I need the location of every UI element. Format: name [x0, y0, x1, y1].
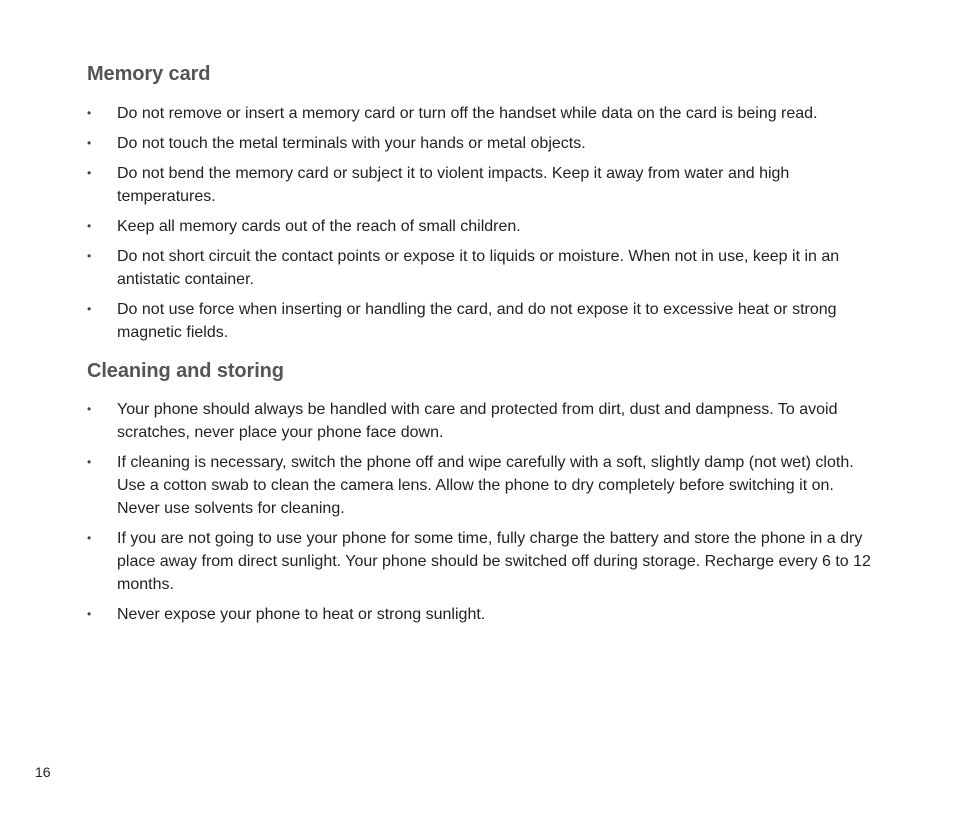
list-item-text: Keep all memory cards out of the reach of small children.: [117, 218, 521, 235]
list-item: [87, 215, 877, 238]
list-item-text: Never expose your phone to heat or strong sunlight.: [117, 606, 486, 623]
list-item: [87, 527, 877, 596]
bullet-icon: •: [87, 249, 92, 263]
list-item: [87, 298, 877, 344]
memory-card-list: [87, 102, 877, 351]
list-item: [87, 451, 877, 520]
list-item-text: Do not use force when inserting or handling the card, and do not expose it to excessive heat or strong magnetic fields.: [117, 301, 837, 341]
list-item-text: Do not short circuit the contact points or expose it to liquids or moisture. When not in use, keep it in an antistatic container.: [117, 248, 840, 288]
list-item-text: Do not bend the memory card or subject it to violent impacts. Keep it away from water and high temperatures.: [117, 165, 790, 205]
list-item-text: Do not remove or insert a memory card or turn off the handset while data on the card is being read.: [117, 105, 818, 122]
list-item: [87, 162, 877, 208]
bullet-icon: •: [87, 302, 92, 316]
bullet-icon: •: [87, 166, 92, 180]
bullet-icon: •: [87, 402, 92, 416]
list-item-text: If you are not going to use your phone for some time, fully charge the battery and store the phone in a dry place away from direct sunlight. Your phone should be switched off during storage. Recharge every 6 to 12 months.: [117, 530, 871, 593]
list-item-text: Do not touch the metal terminals with your hands or metal objects.: [117, 135, 586, 152]
list-item-text: If cleaning is necessary, switch the phone off and wipe carefully with a soft, slightly damp (not wet) cloth. Use a cotton swab to clean the camera lens. Allow the phone to dry completely before switching it on. Never use solvents for cleaning.: [117, 454, 854, 517]
cleaning-storing-list: [87, 398, 877, 633]
bullet-icon: •: [87, 455, 92, 469]
bullet-icon: •: [87, 219, 92, 233]
bullet-icon: •: [87, 607, 92, 621]
list-item: [87, 102, 877, 125]
section-heading-memory-card: Memory card: [87, 63, 211, 85]
list-item: [87, 132, 877, 155]
bullet-icon: •: [87, 531, 92, 545]
list-item: [87, 603, 877, 626]
list-item-text: Your phone should always be handled with care and protected from dirt, dust and dampness. To avoid scratches, never place your phone face down.: [117, 401, 838, 441]
section-heading-cleaning-storing: Cleaning and storing: [87, 360, 284, 382]
list-item: [87, 245, 877, 291]
list-item: [87, 398, 877, 444]
page-number: 16: [35, 764, 51, 780]
bullet-icon: •: [87, 136, 92, 150]
bullet-icon: •: [87, 106, 92, 120]
